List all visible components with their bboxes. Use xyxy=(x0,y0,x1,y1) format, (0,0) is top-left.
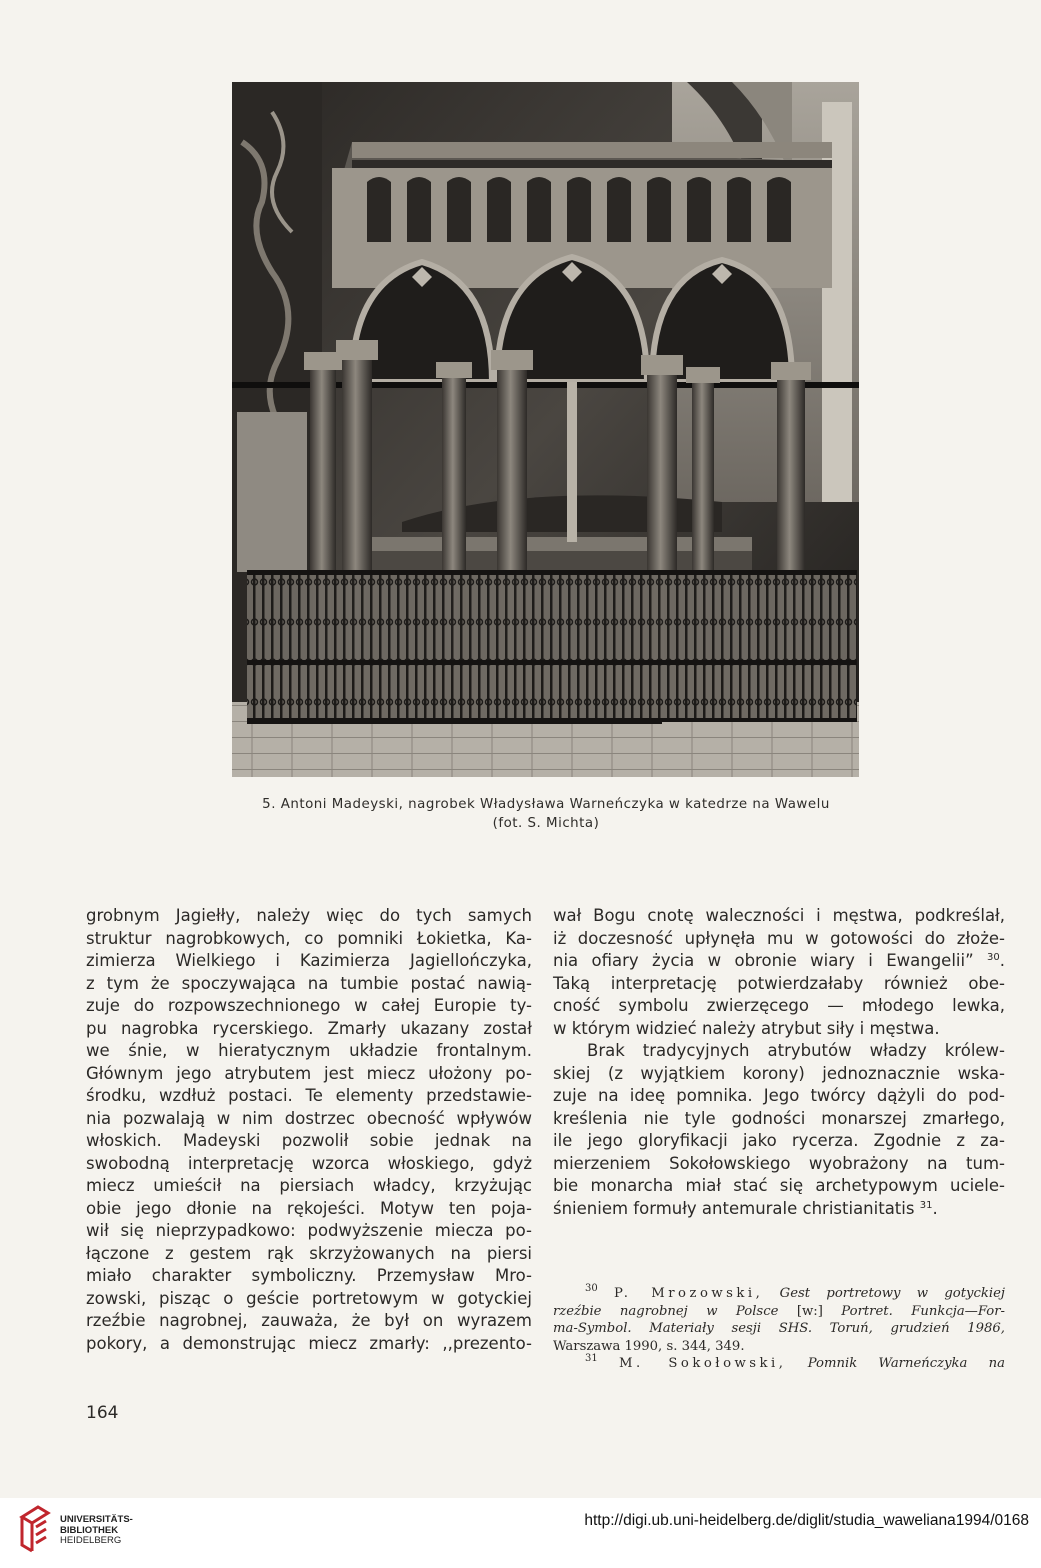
caption-line-1: 5. Antoni Madeyski, nagrobek Władysława Warneńczyka w katedrze na Wawelu xyxy=(262,797,830,812)
text-line: zimierza Wielkiego i Kazimierza Jagiellończyka, xyxy=(86,951,532,970)
page-number: 164 xyxy=(86,1403,119,1423)
footnote-31-line-1 xyxy=(553,1355,1005,1373)
text-line: mierzeniem Sokołowskiego wyobrażony na tum- xyxy=(553,1153,1005,1173)
text-line: z tym że spoczywająca na tumbie postać nawią- xyxy=(86,973,532,993)
figure-caption xyxy=(190,795,902,833)
library-line-3: HEIDELBERG xyxy=(60,1535,122,1546)
text-line: miecz umieścił na piersiach władcy, krzyżując xyxy=(86,1176,532,1195)
text-line: zuje do rozpowszechnionego w całej Europie ty- xyxy=(86,996,532,1015)
footnote-ref-30: 30 xyxy=(987,952,1000,963)
text-line: kreślenia nie tyle godności monarszej zmarłego, xyxy=(553,1108,1005,1128)
tomb-photo-svg xyxy=(232,82,859,777)
footnote-ref-31: 31 xyxy=(919,1199,933,1211)
caption-line-2: (fot. S. Michta) xyxy=(492,816,600,831)
text-line: rzeźbie nagrobnej, zauważa, że był on wyrazem xyxy=(86,1311,532,1330)
text-line: wał Bogu cnotę waleczności i męstwa, podkreślał, xyxy=(553,906,1005,925)
text-line: zuje na ideę pomnika. Jego twórcy dążyli do pod- xyxy=(553,1086,1005,1105)
footnote-30-line-1 xyxy=(553,1285,1005,1303)
footnote-30-line-3 xyxy=(553,1320,1005,1338)
text-line: cność symbolu zwierzęcego — młodego lewka, xyxy=(553,996,1005,1015)
tomb-photograph xyxy=(232,82,859,777)
text-line: zowski, pisząc o geście portretowym w gotyckiej xyxy=(86,1288,532,1308)
library-line-2: BIBLIOTHEK xyxy=(60,1524,119,1536)
text-line-with-ref: nia ofiary życia w obronie wiary i Ewangelii” $^{30}$. xyxy=(553,951,1006,970)
text-line: Głównym jego atrybutem jest miecz ułożony po- xyxy=(86,1063,532,1083)
footnote-title: Gest portretowy w gotyckiej xyxy=(779,1286,1005,1301)
text-line: Taką interpretację potwierdzałaby również obe- xyxy=(553,973,1005,993)
footnote-number: 31 xyxy=(585,1353,598,1364)
footnote-title: ma-Symbol. Materiały sesji SHS. Toruń, grudzień 1986, xyxy=(553,1321,1005,1336)
library-logo-icon xyxy=(18,1503,52,1553)
footnote-author: P. Mrozowski, xyxy=(614,1286,764,1301)
text-line: nia pozwalają w nim dostrzec obecność wpływów xyxy=(86,1108,532,1128)
text-line: wił się nieprzypadkowo: podwyższenie miecza po- xyxy=(86,1221,532,1240)
footnote-number: 30 xyxy=(585,1283,598,1294)
text-line: skiej (z wyjątkiem korony) jednoznacznie wska- xyxy=(553,1063,1005,1083)
text-line: miało charakter symboliczny. Przemysław Mro- xyxy=(86,1266,532,1285)
text-line: ile jego gloryfikacji jako rycerza. Zgodnie z za- xyxy=(553,1131,1005,1150)
text-line: iż doczesność upłynęła mu w gotowości do złoże- xyxy=(553,928,1005,948)
footnote-30-line-4: Warszawa 1990, s. 344, 349. xyxy=(553,1338,745,1354)
text-line: obie jego dłonie na rękojeści. Motyw ten poja- xyxy=(86,1198,532,1218)
footnotes xyxy=(553,1285,1005,1373)
source-url-link[interactable]: http://digi.ub.uni-heidelberg.de/diglit/studia_waweliana1994/0168 xyxy=(584,1512,1029,1529)
text-line: grobnym Jagiełły, należy więc do tych samych xyxy=(86,906,532,925)
text-line: pokory, a demonstrując miecz zmarły: ,,prezento- xyxy=(86,1333,532,1353)
footnote-in: [w:] xyxy=(796,1303,823,1319)
text-line: bie monarcha miał stać się archetypowym uciele- xyxy=(553,1176,1005,1195)
text-line: we śnie, w hieratycznym układzie frontalnym. xyxy=(86,1041,532,1060)
library-line-1: UNIVERSITÄTS- xyxy=(60,1514,133,1525)
right-text-column xyxy=(553,905,1005,1220)
text-line: Brak tradycyjnych atrybutów władzy królew- xyxy=(587,1041,1005,1060)
left-text-column xyxy=(86,905,532,1355)
text-line: łączone z gestem rąk skrzyżowanych na piersi xyxy=(86,1243,532,1263)
digitization-footer xyxy=(0,1498,1041,1568)
text-line: struktur nagrobkowych, co pomniki Łokietka, Ka- xyxy=(86,928,532,948)
text-segment: nia ofiary życia w obronie wiary i Ewangelii” xyxy=(553,951,974,970)
text-segment: śnieniem formuły antemurale christianitatis xyxy=(553,1198,915,1218)
text-line: swobodną interpretację wzorca włoskiego, gdyż xyxy=(86,1153,532,1173)
text-line: włoskich. Madeyski pozwolił sobie jednak na xyxy=(86,1131,532,1150)
text-line: środku, wzdłuż postaci. Te elementy przedstawie- xyxy=(86,1086,532,1105)
text-line: pu nagrobka rycerskiego. Zmarły ukazany został xyxy=(86,1018,532,1038)
footnote-title: Portret. Funkcja—For- xyxy=(841,1303,1005,1319)
footnote-30-line-2 xyxy=(553,1303,1005,1321)
footnote-title: Pomnik Warneńczyka na xyxy=(807,1356,1005,1371)
text-line-with-ref: śnieniem formuły antemurale christianitatis $^{31}$. xyxy=(553,1198,938,1218)
footnote-author: M. Sokołowski, xyxy=(618,1356,787,1371)
footnote-title: rzeźbie nagrobnej w Polsce xyxy=(553,1303,779,1319)
text-line: w którym widzieć należy atrybut siły i męstwa. xyxy=(553,1018,940,1038)
library-name xyxy=(60,1515,133,1547)
